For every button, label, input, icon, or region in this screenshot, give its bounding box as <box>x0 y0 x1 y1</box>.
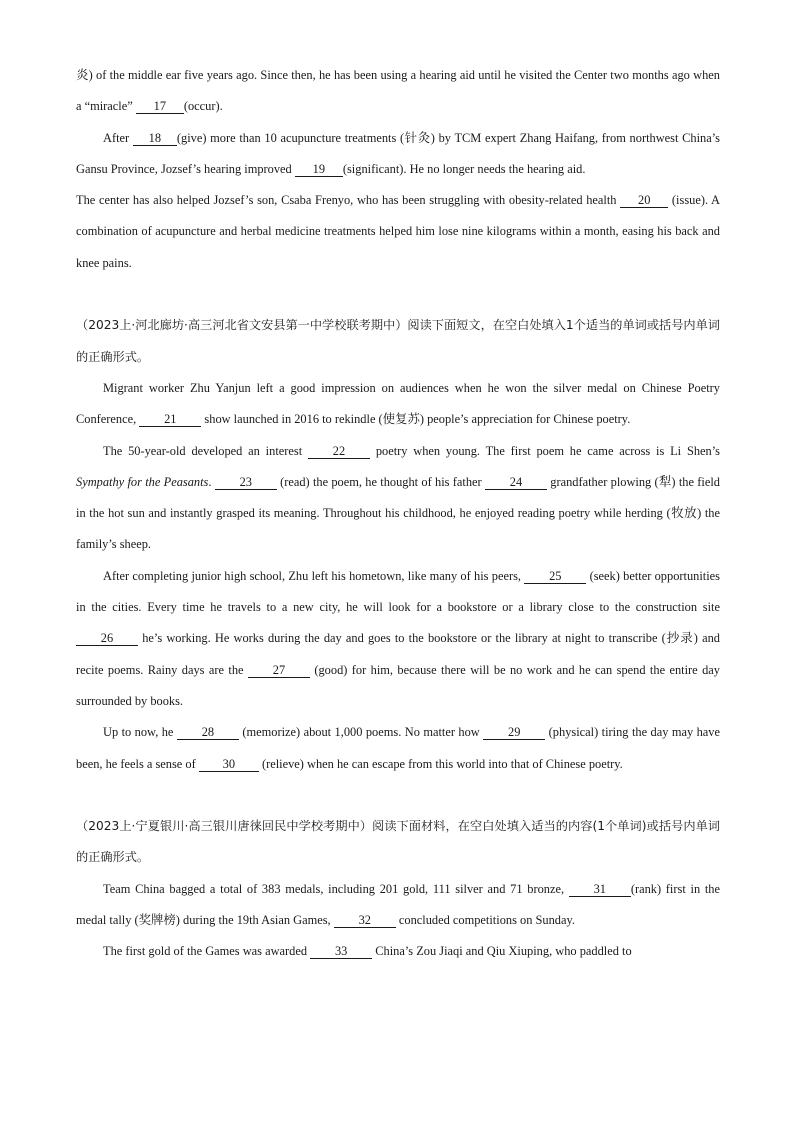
paragraph-zhu-cities: After completing junior high school, Zhu left his hometown, like many of his peers, 25 (seek) better opportunities in the cities. Every time he travels to a new city, he will look for a bookstore or a library close to the construction site 26 he’s working. He works during the day and goes to the bookstore or the library at night to transcribe (抄录) and recite poems. Rainy days are the 27 (good) for him, because there will be no work and he can spend the entire day surrounded by books. <box>76 568 720 708</box>
section-heading-ningxia: （2023上·宁夏银川·高三银川唐徕回民中学校考期中）阅读下面材料，在空白处填入适当的内容(1个单词)或括号内单词的正确形式。 <box>76 819 720 865</box>
blank-26[interactable]: 26 <box>76 632 138 646</box>
paragraph-zhu-poems: Up to now, he 28 (memorize) about 1,000 poems. No matter how 29 (physical) tiring the day may have been, he feels a sense of 30 (relieve) when he can escape from this world into that of Chinese poetry. <box>76 725 721 771</box>
blank-25[interactable]: 25 <box>524 570 586 584</box>
blank-31[interactable]: 31 <box>569 883 631 897</box>
document-page <box>76 60 720 968</box>
paragraph-team-china: Team China bagged a total of 383 medals, including 201 gold, 111 silver and 71 bronze, 31 (rank) first in the medal tally (奖牌榜) during the 19th Asian Games, 32 concluded competitions on Sunday. <box>76 881 721 928</box>
spacer <box>76 279 720 310</box>
blank-24[interactable]: 24 <box>485 476 547 490</box>
poem-title: Sympathy for the Peasants <box>76 474 209 489</box>
blank-23[interactable]: 23 <box>215 476 277 490</box>
spacer <box>76 780 720 811</box>
blank-22[interactable]: 22 <box>308 445 370 459</box>
blank-21[interactable]: 21 <box>139 413 201 427</box>
blank-28[interactable]: 28 <box>177 726 239 740</box>
paragraph-acupuncture: After 18 (give) more than 10 acupuncture treatments (针灸) by TCM expert Zhang Haifang, from northwest China’s Gansu Province, Jozsef’s hearing improved 19 (significant). He no longer needs the hearing aid. <box>76 130 720 176</box>
blank-17[interactable]: 17 <box>136 100 184 114</box>
blank-32[interactable]: 32 <box>334 914 396 928</box>
section-heading-hebei: （2023上·河北廊坊·高三河北省文安县第一中学校联考期中）阅读下面短文，在空白处填入1个适当的单词或括号内单词的正确形式。 <box>76 318 720 364</box>
paragraph-zhu-interest: The 50-year-old developed an interest 22 poetry when young. The first poem he came across is Li Shen’s Sympathy for the Peasants. 23 (read) the poem, he thought of his father 24 grandfather plowing (犁) the field in the hot sun and instantly grasped its meaning. Throughout his childhood, he enjoyed reading poetry while herding (牧放) the family’s sheep. <box>76 443 720 552</box>
blank-33[interactable]: 33 <box>310 945 372 959</box>
paragraph-zhu-intro: Migrant worker Zhu Yanjun left a good impression on audiences when he won the silver medal on Chinese Poetry Conference, 21 show launched in 2016 to rekindle (使复苏) people’s appreciation for Chinese poetry. <box>76 380 720 427</box>
blank-27[interactable]: 27 <box>248 664 310 678</box>
blank-29[interactable]: 29 <box>483 726 545 740</box>
blank-18[interactable]: 18 <box>133 132 177 146</box>
blank-19[interactable]: 19 <box>295 163 343 177</box>
blank-20[interactable]: 20 <box>620 194 668 208</box>
paragraph-first-gold: The first gold of the Games was awarded 33 China’s Zou Jiaqi and Qiu Xiuping, who paddled to <box>103 944 632 959</box>
paragraph-son: The center has also helped Jozsef’s son, Csaba Frenyo, who has been struggling with obesity-related health 20 (issue). A combination of acupuncture and herbal medicine treatments helped him lose nine kilograms within a month, easing his back and knee pains. <box>76 193 721 270</box>
blank-30[interactable]: 30 <box>199 758 259 772</box>
paragraph-continuation: 炎) of the middle ear five years ago. Since then, he has been using a hearing aid until he visited the Center two months ago when a “miracle” 17 (occur). <box>76 68 720 114</box>
